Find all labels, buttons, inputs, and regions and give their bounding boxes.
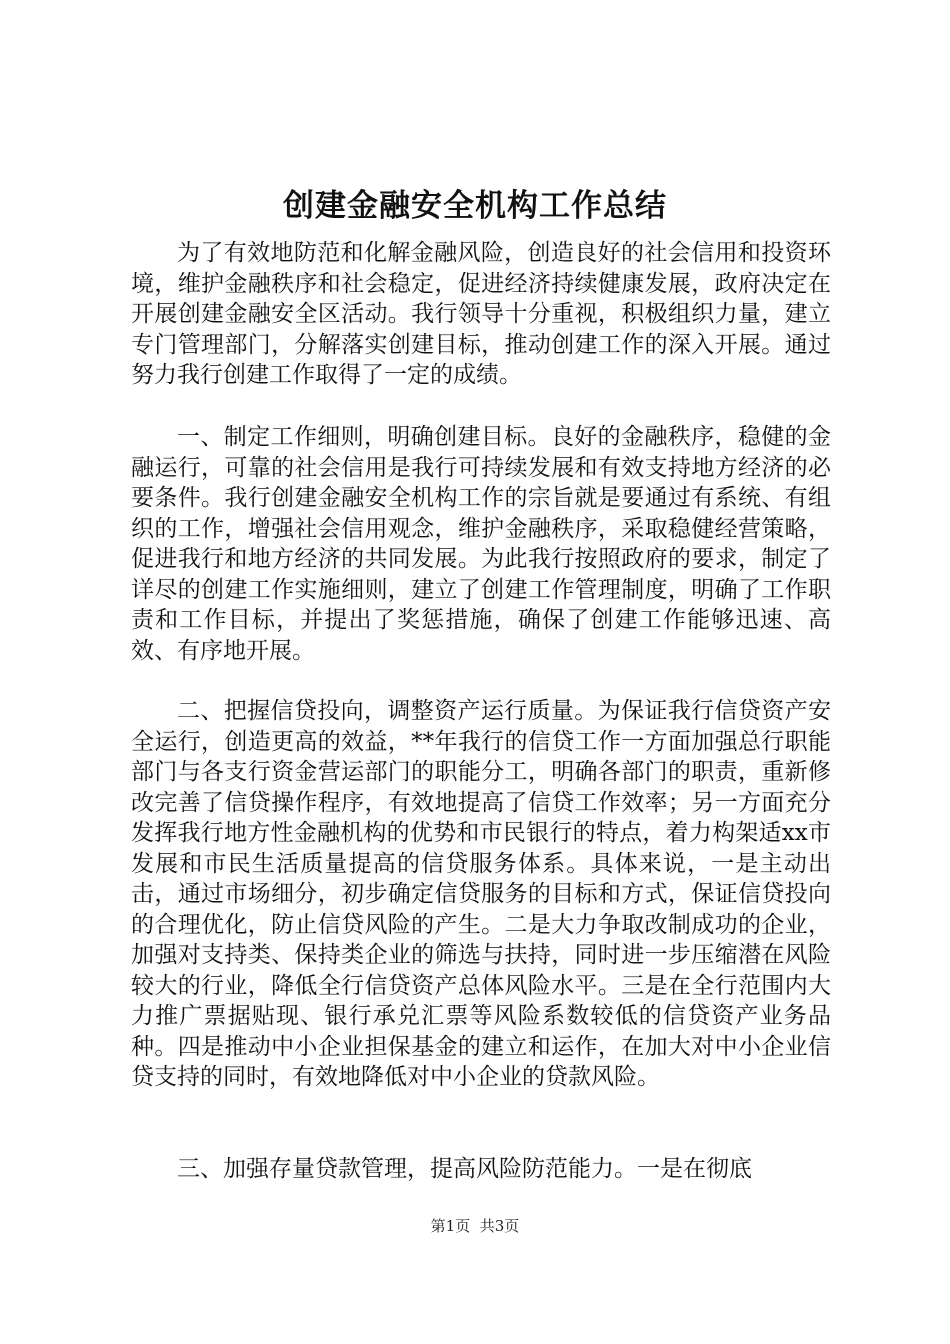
- paragraph-block-3: [131, 696, 831, 1093]
- page-footer: [0, 1216, 950, 1236]
- paragraph-block-2: [131, 422, 831, 666]
- paragraph-intro: 为了有效地防范和化解金融风险，创造良好的社会信用和投资环境，维护金融秩序和社会稳定，促进经济持续健康发展，政府决定在开展创建金融安全区活动。我行领导十分重视，积极组织力量，建立专门管理部门，分解落实创建目标，推动创建工作的深入开展。通过努力我行创建工作取得了一定的成绩。: [131, 240, 831, 388]
- paragraph-section-3: 三、加强存量贷款管理，提高风险防范能力。一是在彻底: [177, 1156, 752, 1182]
- paragraph-block-1: [131, 238, 831, 391]
- paragraph-section-1: 一、制定工作细则，明确创建目标。良好的金融秩序，稳健的金融运行，可靠的社会信用是我行可持续发展和有效支持地方经济的必要条件。我行创建金融安全机构工作的宗旨就是要通过有系统、有组织的工作，增强社会信用观念，维护金融秩序，采取稳健经营策略，促进我行和地方经济的共同发展。为此我行按照政府的要求，制定了详尽的创建工作实施细则，建立了创建工作管理制度，明确了工作职责和工作目标，并提出了奖惩措施，确保了创建工作能够迅速、高效、有序地开展。: [131, 424, 831, 664]
- footer-separator: [470, 1217, 480, 1235]
- paragraph-block-4: [131, 1154, 831, 1185]
- page-total: 共3页: [479, 1217, 520, 1235]
- document-title: 创建金融安全机构工作总结: [283, 188, 667, 224]
- paragraph-section-2: 二、把握信贷投向，调整资产运行质量。为保证我行信贷资产安全运行，创造更高的效益，**年我行的信贷工作一方面加强总行职能部门与各支行资金营运部门的职能分工，明确各部门的职责，重新修改完善了信贷操作程序，有效地提高了信贷工作效率；另一方面充分发挥我行地方性金融机构的优势和市民银行的特点，着力构架适xx市发展和市民生活质量提高的信贷服务体系。具体来说，一是主动出击，通过市场细分，初步确定信贷服务的目标和方式，保证信贷投向的合理优化，防止信贷风险的产生。二是大力争取改制成功的企业，加强对支持类、保持类企业的筛选与扶持，同时进一步压缩潜在风险较大的行业，降低全行信贷资产总体风险水平。三是在全行范围内大力推广票据贴现、银行承兑汇票等风险系数较低的信贷资产业务品种。四是推动中小企业担保基金的建立和运作，在加大对中小企业信贷支持的同时，有效地降低对中小企业的贷款风险。: [131, 698, 831, 1090]
- page-number: 第1页: [430, 1217, 471, 1235]
